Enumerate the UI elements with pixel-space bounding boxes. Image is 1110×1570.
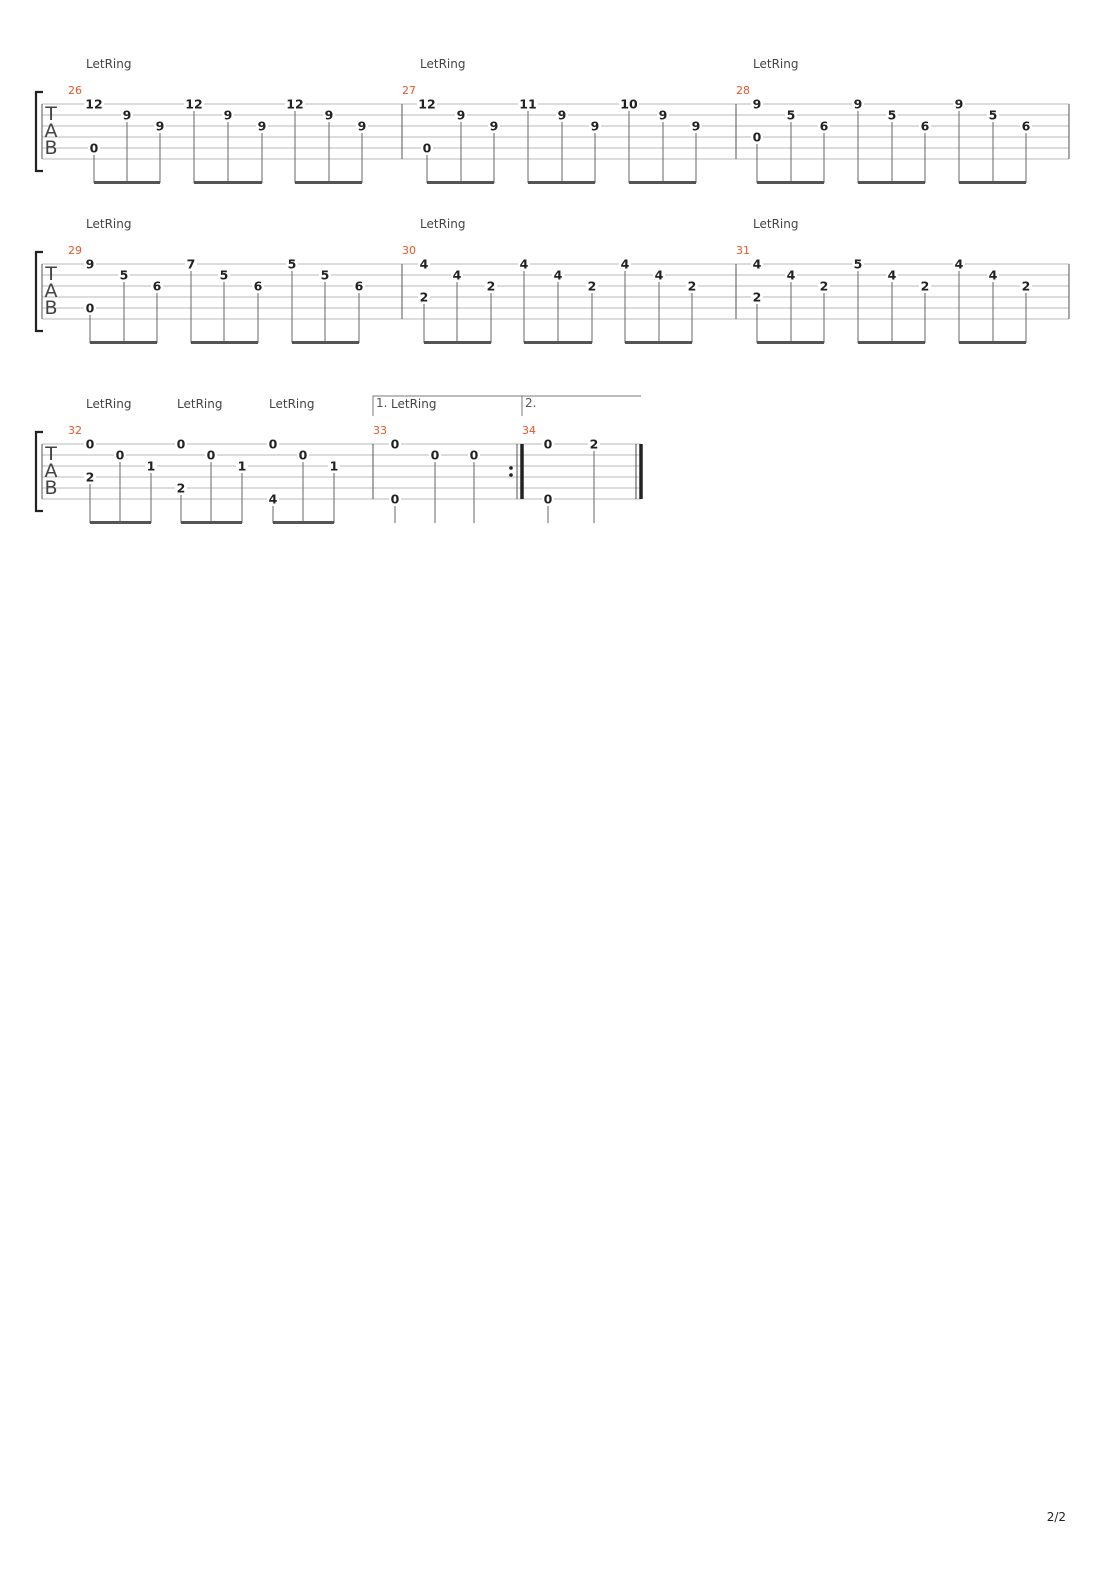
fret-number-string-e: 4 — [752, 256, 762, 272]
fret-number-string-G: 6 — [920, 118, 930, 134]
bar-number: 32 — [68, 424, 82, 437]
beam — [959, 341, 1026, 344]
fret-number-string-B: 4 — [786, 267, 796, 283]
fret-number-string-B: 4 — [452, 267, 462, 283]
fret-number-string-B: 5 — [988, 107, 998, 123]
fret-number-string-B: 9 — [223, 107, 233, 123]
fret-number-string-B: 4 — [988, 267, 998, 283]
fret-number-string-e: 9 — [85, 256, 95, 272]
fret-number-string-D: 0 — [752, 129, 762, 145]
fret-number-string-B: 5 — [786, 107, 796, 123]
beam — [858, 181, 925, 184]
fret-number-string-B: 5 — [887, 107, 897, 123]
fret-number-string-B: 9 — [122, 107, 132, 123]
fret-number-string-B: 0 — [206, 447, 216, 463]
fret-number-string-G: 9 — [257, 118, 267, 134]
tab-clef-a: A — [44, 280, 58, 302]
fret-number-string-e: 0 — [176, 436, 186, 452]
fret-number-string-e: 12 — [185, 96, 203, 112]
fret-number-string-G: 9 — [590, 118, 600, 134]
fret-number-string-e: 12 — [286, 96, 304, 112]
fret-number-string-B: 9 — [557, 107, 567, 123]
let-ring-label: LetRing — [753, 57, 799, 71]
fret-number-string-B: 0 — [430, 447, 440, 463]
fret-number-string-B: 9 — [324, 107, 334, 123]
bar-number: 33 — [373, 424, 387, 437]
tab-clef-b: B — [44, 137, 58, 159]
beam — [295, 181, 362, 184]
fret-number-string-G: 9 — [357, 118, 367, 134]
fret-number-string-e: 4 — [620, 256, 630, 272]
tab-clef-t: T — [45, 443, 57, 465]
fret-number-string-G: 2 — [486, 278, 496, 294]
fret-number-string-e: 4 — [419, 256, 429, 272]
fret-number-string-B: 9 — [456, 107, 466, 123]
let-ring-label: LetRing — [420, 217, 466, 231]
tab-clef-b: B — [44, 297, 58, 319]
tab-clef-a: A — [44, 460, 58, 482]
fret-number-string-e: 2 — [589, 436, 599, 452]
fret-number-string-e: 4 — [954, 256, 964, 272]
fret-number-string-D: 2 — [752, 289, 762, 305]
fret-number-string-e: 0 — [543, 436, 553, 452]
beam — [292, 341, 359, 344]
fret-number-string-e: 9 — [752, 96, 762, 112]
fret-number-string-B: 5 — [320, 267, 330, 283]
bar-number: 27 — [402, 84, 416, 97]
fret-number-string-low-E: 0 — [390, 491, 400, 507]
fret-number-string-B: 9 — [658, 107, 668, 123]
fret-number-string-G: 2 — [687, 278, 697, 294]
let-ring-label: LetRing — [753, 217, 799, 231]
fret-number-string-e: 0 — [268, 436, 278, 452]
fret-number-string-A: 0 — [422, 140, 432, 156]
beam — [181, 521, 242, 524]
fret-number-string-e: 10 — [620, 96, 638, 112]
fret-number-string-e: 12 — [418, 96, 436, 112]
let-ring-label: LetRing — [86, 217, 132, 231]
bar-number: 26 — [68, 84, 82, 97]
fret-number-string-B: 4 — [887, 267, 897, 283]
beam — [273, 521, 334, 524]
beam — [424, 341, 491, 344]
fret-number-string-G: 6 — [152, 278, 162, 294]
tab-clef-a: A — [44, 120, 58, 142]
beam — [90, 341, 157, 344]
fret-number-string-D: 2 — [419, 289, 429, 305]
let-ring-label: LetRing — [391, 397, 437, 411]
fret-number-string-G: 6 — [253, 278, 263, 294]
beam — [629, 181, 696, 184]
fret-number-string-B: 0 — [298, 447, 308, 463]
fret-number-string-B: 4 — [654, 267, 664, 283]
beam — [191, 341, 258, 344]
beam — [427, 181, 494, 184]
beam — [528, 181, 595, 184]
beam — [625, 341, 692, 344]
tab-clef-t: T — [45, 263, 57, 285]
fret-number-string-e: 11 — [519, 96, 537, 112]
let-ring-label: LetRing — [86, 57, 132, 71]
bar-number: 29 — [68, 244, 82, 257]
bar-number: 34 — [522, 424, 536, 437]
beam — [194, 181, 262, 184]
fret-number-string-A: 0 — [89, 140, 99, 156]
tab-clef-b: B — [44, 477, 58, 499]
bar-number: 28 — [736, 84, 750, 97]
fret-number-string-G: 1 — [329, 458, 339, 474]
fret-number-string-B: 4 — [553, 267, 563, 283]
fret-number-string-G: 6 — [354, 278, 364, 294]
fret-number-string-B: 0 — [115, 447, 125, 463]
fret-number-string-e: 0 — [85, 436, 95, 452]
fret-number-string-B: 0 — [469, 447, 479, 463]
tab-clef-t: T — [45, 103, 57, 125]
volta-label: 1. — [376, 396, 388, 410]
fret-number-string-G: 9 — [155, 118, 165, 134]
beam — [757, 181, 824, 184]
fret-number-string-G: 2 — [920, 278, 930, 294]
fret-number-string-G: 1 — [146, 458, 156, 474]
beam — [858, 341, 925, 344]
fret-number-string-e: 0 — [390, 436, 400, 452]
fret-number-string-G: 9 — [691, 118, 701, 134]
fret-number-string-low-E: 0 — [543, 491, 553, 507]
fret-number-string-low-E: 4 — [268, 491, 278, 507]
repeat-dot — [509, 466, 513, 470]
fret-number-string-e: 7 — [186, 256, 196, 272]
fret-number-string-e: 9 — [954, 96, 964, 112]
fret-number-string-G: 2 — [819, 278, 829, 294]
fret-number-string-G: 6 — [1021, 118, 1031, 134]
beam — [757, 341, 824, 344]
bar-number: 31 — [736, 244, 750, 257]
fret-number-string-G: 9 — [489, 118, 499, 134]
fret-number-string-G: 2 — [587, 278, 597, 294]
beam — [959, 181, 1026, 184]
repeat-dot — [509, 473, 513, 477]
volta-label: 2. — [525, 396, 537, 410]
beam — [524, 341, 592, 344]
let-ring-label: LetRing — [86, 397, 132, 411]
beam — [90, 521, 151, 524]
fret-number-string-D: 2 — [85, 469, 95, 485]
fret-number-string-A: 2 — [176, 480, 186, 496]
fret-number-string-e: 5 — [287, 256, 297, 272]
fret-number-string-e: 5 — [853, 256, 863, 272]
fret-number-string-e: 12 — [85, 96, 103, 112]
beam — [94, 181, 160, 184]
fret-number-string-G: 1 — [237, 458, 247, 474]
fret-number-string-G: 2 — [1021, 278, 1031, 294]
let-ring-label: LetRing — [177, 397, 223, 411]
fret-number-string-B: 5 — [219, 267, 229, 283]
fret-number-string-G: 6 — [819, 118, 829, 134]
fret-number-string-e: 4 — [519, 256, 529, 272]
let-ring-label: LetRing — [269, 397, 315, 411]
fret-number-string-e: 9 — [853, 96, 863, 112]
bar-number: 30 — [402, 244, 416, 257]
volta-bracket — [522, 396, 641, 416]
fret-number-string-A: 0 — [85, 300, 95, 316]
page-number: 2/2 — [1046, 1510, 1066, 1524]
let-ring-label: LetRing — [420, 57, 466, 71]
fret-number-string-B: 5 — [119, 267, 129, 283]
